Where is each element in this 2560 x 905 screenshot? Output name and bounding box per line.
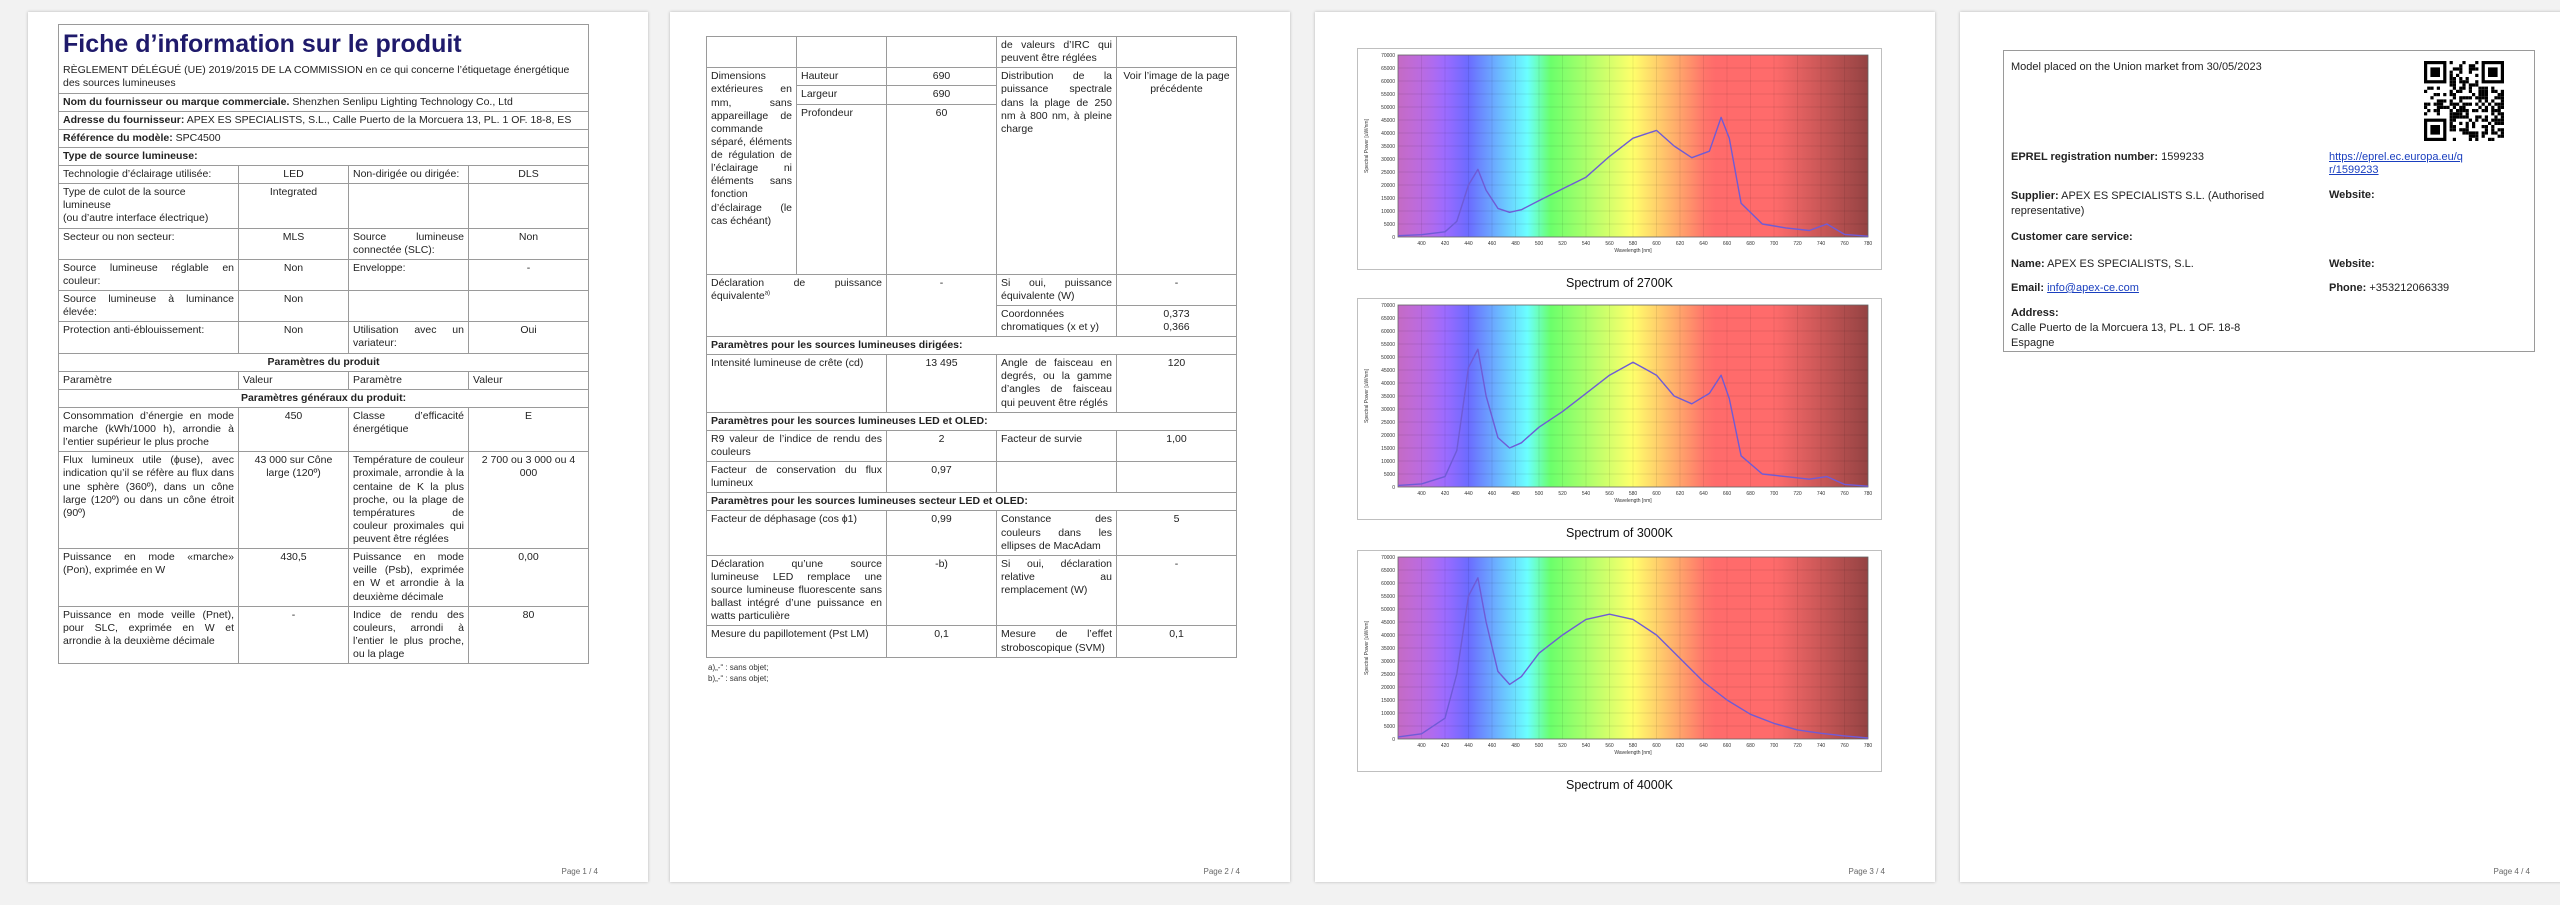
regulation-text: RÈGLEMENT DÉLÉGUÉ (UE) 2019/2015 DE LA COMMISSION en ce qui concerne l’étiquetage énergétique des sources lumineuses xyxy=(63,64,570,90)
eprel-number: 1599233 xyxy=(2161,151,2204,163)
cell-label: Utilisation avec un variateur: xyxy=(349,322,469,353)
table-row xyxy=(59,407,589,451)
y-tick-label: 45000 xyxy=(1381,620,1395,626)
x-tick-label: 580 xyxy=(1628,491,1638,497)
column-header: Paramètre xyxy=(349,371,469,389)
x-tick-label: 620 xyxy=(1675,491,1685,497)
cell-value: Non xyxy=(239,322,349,353)
cell-label: Flux lumineux utile (ϕuse), avec indication qu’il se réfère au flux dans une sphère (360º), dans un cône large (120º) ou dans un cône étroit (90º) xyxy=(59,452,239,549)
x-tick-label: 720 xyxy=(1793,743,1802,749)
cell-value xyxy=(469,291,589,322)
cell-label: R9 valeur de l’indice de rendu des couleurs xyxy=(707,430,887,461)
dim-value: 690 xyxy=(887,68,997,86)
model-value: SPC4500 xyxy=(175,131,221,144)
cell-label: Température de couleur proximale, arrondie à la centaine de K la plus proche, ou la plage de températures de couleur proximales qui peuvent être réglées xyxy=(349,452,469,549)
email-link[interactable]: info@apex-ce.com xyxy=(2047,282,2139,294)
website-label: Website: xyxy=(2329,189,2375,201)
cell-value: 0,00 xyxy=(469,549,589,607)
dimensions-label: Dimensions extérieures en mm, sans appareillage de commande séparé, éléments de régulation de l’éclairage ni éléments sans fonction d’éclairage (le cas échéant) xyxy=(707,68,797,274)
chromaticity-label: Coordonnées chromatiques (x et y) xyxy=(997,305,1117,336)
eprel-label: EPREL registration number: xyxy=(2011,151,2159,163)
x-tick-label: 680 xyxy=(1746,743,1755,749)
y-axis-label: Spectral Power [uW/nm] xyxy=(1364,369,1370,423)
cell-value: - xyxy=(239,606,349,664)
y-tick-label: 20000 xyxy=(1381,433,1395,439)
cell-value: DLS xyxy=(469,166,589,184)
cell-label: Consommation d’énergie en mode marche (kWh/1000 h), arrondie à l’entier supérieur le plus proche xyxy=(59,407,239,451)
cell-label: Facteur de conservation du flux lumineux xyxy=(707,462,887,493)
cell-value: Oui xyxy=(469,322,589,353)
cell-value: 450 xyxy=(239,407,349,451)
x-axis-label: Wavelength [nm] xyxy=(1614,750,1652,756)
cell-label: Type de culot de la source lumineuse (ou d’autre interface électrique) xyxy=(59,184,239,228)
spectrum-chart-block xyxy=(1357,48,1882,290)
x-tick-label: 500 xyxy=(1534,491,1544,497)
x-tick-label: 400 xyxy=(1417,241,1426,247)
y-tick-label: 15000 xyxy=(1381,446,1395,452)
table-row xyxy=(59,166,589,184)
x-tick-label: 680 xyxy=(1746,491,1755,497)
cell-label: Source lumineuse réglable en couleur: xyxy=(59,259,239,290)
y-tick-label: 5000 xyxy=(1383,472,1395,478)
x-tick-label: 760 xyxy=(1840,241,1849,247)
x-tick-label: 520 xyxy=(1558,491,1567,497)
x-tick-label: 440 xyxy=(1464,743,1473,749)
x-tick-label: 620 xyxy=(1675,743,1685,749)
supplier-value: APEX ES SPECIALISTS S.L. (Authorised representative) xyxy=(2011,190,2265,217)
page-number: Page 3 / 4 xyxy=(1848,867,1885,876)
x-tick-label: 700 xyxy=(1769,241,1779,247)
cell-label: Mesure du papillotement (Pst LM) xyxy=(707,626,887,657)
table-row xyxy=(59,549,589,607)
y-tick-label: 25000 xyxy=(1381,420,1395,426)
model-label: Référence du modèle: xyxy=(63,131,173,144)
cell-label: Classe d’efficacité énergétique xyxy=(349,407,469,451)
cell-label: Technologie d’éclairage utilisée: xyxy=(59,166,239,184)
cell-label: Non-dirigée ou dirigée: xyxy=(349,166,469,184)
supplier-label: Supplier: xyxy=(2011,190,2059,202)
spectrum-chart xyxy=(1358,299,1881,514)
phone-value: +353212066339 xyxy=(2369,282,2450,294)
y-tick-label: 70000 xyxy=(1381,303,1395,309)
x-tick-label: 680 xyxy=(1746,241,1755,247)
column-header: Valeur xyxy=(469,371,589,389)
cell-label xyxy=(349,291,469,322)
y-tick-label: 55000 xyxy=(1381,594,1395,600)
cell-value: 43 000 sur Cône large (120º) xyxy=(239,452,349,549)
cell-value: 80 xyxy=(469,606,589,664)
y-tick-label: 30000 xyxy=(1381,407,1395,413)
chart-caption: Spectrum of 4000K xyxy=(1565,778,1673,792)
cell-label: Protection anti-éblouissement: xyxy=(59,322,239,353)
source-type-heading: Type de source lumineuse: xyxy=(59,147,589,165)
page-number: Page 2 / 4 xyxy=(1203,867,1240,876)
x-tick-label: 520 xyxy=(1558,743,1567,749)
table-row xyxy=(707,626,1237,657)
x-tick-label: 580 xyxy=(1628,241,1638,247)
customer-care-label: Customer care service: xyxy=(2011,231,2133,243)
cell-value: 0,1 xyxy=(1117,626,1237,657)
chart-caption: Spectrum of 3000K xyxy=(1565,526,1673,540)
y-tick-label: 10000 xyxy=(1381,209,1395,215)
cell-value xyxy=(1117,462,1237,493)
cell-value: 5 xyxy=(1117,511,1237,555)
cell-value: -b) xyxy=(887,555,997,626)
cell-label xyxy=(997,462,1117,493)
x-tick-label: 540 xyxy=(1581,743,1591,749)
x-tick-label: 560 xyxy=(1605,743,1614,749)
x-tick-label: 700 xyxy=(1769,743,1779,749)
placed-on-market: Model placed on the Union market from 30/05/2023 xyxy=(2011,61,2262,73)
spectrum-chart xyxy=(1358,551,1881,766)
y-tick-label: 60000 xyxy=(1381,79,1395,85)
x-tick-label: 480 xyxy=(1511,743,1520,749)
cell-value: 2 xyxy=(887,430,997,461)
equiv-label: Déclaration de puissance équivalente xyxy=(711,276,882,302)
y-tick-label: 70000 xyxy=(1381,555,1395,561)
product-info-table xyxy=(58,24,589,664)
y-tick-label: 45000 xyxy=(1381,368,1395,374)
y-tick-label: 65000 xyxy=(1381,568,1395,574)
cell-label: Déclaration qu’une source lumineuse LED remplace une source lumineuse fluorescente sans ballast intégré d’une puissance en watts particulière xyxy=(707,555,887,626)
x-tick-label: 740 xyxy=(1816,743,1826,749)
x-tick-label: 440 xyxy=(1464,491,1473,497)
footnotes xyxy=(708,662,1236,684)
y-tick-label: 65000 xyxy=(1381,316,1395,322)
y-tick-label: 35000 xyxy=(1381,646,1395,652)
x-tick-label: 440 xyxy=(1464,241,1473,247)
cell-value: Integrated xyxy=(239,184,349,228)
y-tick-label: 35000 xyxy=(1381,394,1395,400)
column-header: Paramètre xyxy=(59,371,239,389)
cell-value: 0,97 xyxy=(887,462,997,493)
x-tick-label: 400 xyxy=(1417,743,1426,749)
x-tick-label: 460 xyxy=(1487,491,1497,497)
page-title: Fiche d’information sur le produit xyxy=(63,30,462,58)
page-3 xyxy=(1315,12,1935,882)
x-tick-label: 660 xyxy=(1722,241,1732,247)
x-tick-label: 720 xyxy=(1793,491,1802,497)
x-tick-label: 600 xyxy=(1652,241,1661,247)
email-label: Email: xyxy=(2011,282,2045,294)
dim-name: Hauteur xyxy=(797,68,887,86)
x-tick-label: 700 xyxy=(1769,491,1779,497)
website-label-2: Website: xyxy=(2329,258,2375,270)
table-row xyxy=(59,452,589,549)
y-tick-label: 60000 xyxy=(1381,329,1395,335)
eprel-info-box xyxy=(2003,50,2535,352)
table-row xyxy=(707,462,1237,493)
x-tick-label: 420 xyxy=(1440,241,1450,247)
y-tick-label: 20000 xyxy=(1381,685,1395,691)
address-line-1: Calle Puerto de la Morcuera 13, PL. 1 OF. 18-8 xyxy=(2011,321,2241,334)
x-tick-label: 600 xyxy=(1652,743,1661,749)
name-value: APEX ES SPECIALISTS, S.L. xyxy=(2047,258,2194,270)
x-tick-label: 400 xyxy=(1417,491,1426,497)
x-tick-label: 740 xyxy=(1816,491,1826,497)
page-1 xyxy=(28,12,648,882)
dim-name: Largeur xyxy=(797,86,887,104)
cell-value: - xyxy=(1117,555,1237,626)
equiv-value: - xyxy=(887,274,997,337)
y-axis-label: Spectral Power [uW/nm] xyxy=(1364,119,1370,173)
x-tick-label: 480 xyxy=(1511,241,1520,247)
x-tick-label: 640 xyxy=(1699,491,1708,497)
x-tick-label: 500 xyxy=(1534,241,1544,247)
x-tick-label: 540 xyxy=(1581,241,1591,247)
x-tick-label: 580 xyxy=(1628,743,1638,749)
y-tick-label: 45000 xyxy=(1381,118,1395,124)
cell-value: 430,5 xyxy=(239,549,349,607)
cell-value: MLS xyxy=(239,228,349,259)
x-tick-label: 640 xyxy=(1699,241,1708,247)
page-number: Page 4 / 4 xyxy=(2493,867,2530,876)
cell-label xyxy=(349,184,469,228)
y-tick-label: 40000 xyxy=(1381,131,1395,137)
parameters-table xyxy=(706,36,1237,658)
cell-label: Angle de faisceau en degrés, ou la gamme d’angles de faisceau qui peuvent être réglés xyxy=(997,355,1117,413)
general-params-heading: Paramètres généraux du produit: xyxy=(59,389,589,407)
cell-label: Facteur de survie xyxy=(997,430,1117,461)
x-tick-label: 780 xyxy=(1863,241,1873,247)
spectrum-chart-block xyxy=(1357,550,1882,792)
cell-label: Intensité lumineuse de crête (cd) xyxy=(707,355,887,413)
phone-label: Phone: xyxy=(2329,282,2367,294)
chromaticity-x: 0,373 xyxy=(1163,307,1190,320)
directed-heading: Paramètres pour les sources lumineuses dirigées: xyxy=(707,337,1237,355)
page-number: Page 1 / 4 xyxy=(561,867,598,876)
cell-value: 0,99 xyxy=(887,511,997,555)
y-tick-label: 0 xyxy=(1392,485,1395,491)
x-tick-label: 620 xyxy=(1675,241,1685,247)
y-tick-label: 0 xyxy=(1392,235,1395,241)
led-heading: Paramètres pour les sources lumineuses LED et OLED: xyxy=(707,412,1237,430)
y-tick-label: 55000 xyxy=(1381,342,1395,348)
supplier-value: Shenzhen Senlipu Lighting Technology Co., Ltd xyxy=(292,95,513,108)
x-tick-label: 780 xyxy=(1863,491,1873,497)
x-tick-label: 420 xyxy=(1440,743,1450,749)
x-tick-label: 600 xyxy=(1652,491,1661,497)
y-tick-label: 0 xyxy=(1392,737,1395,743)
x-tick-label: 480 xyxy=(1511,491,1520,497)
cell-value: Non xyxy=(469,228,589,259)
x-tick-label: 720 xyxy=(1793,241,1802,247)
x-tick-label: 460 xyxy=(1487,241,1497,247)
cell-value: 120 xyxy=(1117,355,1237,413)
continued-text: de valeurs d’IRC qui peuvent être réglées xyxy=(997,37,1117,68)
cell-value: LED xyxy=(239,166,349,184)
cell-value: Non xyxy=(239,259,349,290)
x-tick-label: 460 xyxy=(1487,743,1497,749)
equiv-if-label: Si oui, puissance équivalente (W) xyxy=(997,274,1117,305)
cell-label: Si oui, déclaration relative au remplacement (W) xyxy=(997,555,1117,626)
y-tick-label: 70000 xyxy=(1381,53,1395,59)
x-tick-label: 660 xyxy=(1722,743,1732,749)
x-tick-label: 560 xyxy=(1605,491,1614,497)
cell-label: Puissance en mode veille (Pnet), pour SLC, exprimée en W et arrondie à la deuxième décimale xyxy=(59,606,239,664)
y-tick-label: 55000 xyxy=(1381,92,1395,98)
chromaticity-y: 0,366 xyxy=(1163,320,1190,333)
x-tick-label: 660 xyxy=(1722,491,1732,497)
cell-label: Secteur ou non secteur: xyxy=(59,228,239,259)
table-row xyxy=(59,291,589,322)
dim-value: 690 xyxy=(887,86,997,104)
cell-label: Source lumineuse connectée (SLC): xyxy=(349,228,469,259)
cell-value xyxy=(469,184,589,228)
spectral-value: Voir l’image de la page précédente xyxy=(1117,68,1237,274)
address-line-2: Espagne xyxy=(2011,336,2055,349)
y-tick-label: 25000 xyxy=(1381,672,1395,678)
cell-label: Constance des couleurs dans les ellipses de MacAdam xyxy=(997,511,1117,555)
cell-label: Enveloppe: xyxy=(349,259,469,290)
cell-value: 1,00 xyxy=(1117,430,1237,461)
y-tick-label: 10000 xyxy=(1381,459,1395,465)
y-tick-label: 50000 xyxy=(1381,607,1395,613)
y-tick-label: 65000 xyxy=(1381,66,1395,72)
dim-value: 60 xyxy=(887,104,997,274)
x-tick-label: 500 xyxy=(1534,743,1544,749)
cell-label: Mesure de l’effet stroboscopique (SVM) xyxy=(997,626,1117,657)
y-tick-label: 15000 xyxy=(1381,698,1395,704)
y-tick-label: 50000 xyxy=(1381,355,1395,361)
qr-code-icon[interactable] xyxy=(2424,61,2504,141)
cell-value: 13 495 xyxy=(887,355,997,413)
address-value: APEX ES SPECIALISTS, S.L., Calle Puerto de la Morcuera 13, PL. 1 OF. 18-8, ES xyxy=(186,113,572,126)
y-tick-label: 25000 xyxy=(1381,170,1395,176)
x-tick-label: 740 xyxy=(1816,241,1826,247)
page-4 xyxy=(1960,12,2560,882)
y-tick-label: 40000 xyxy=(1381,381,1395,387)
y-tick-label: 20000 xyxy=(1381,183,1395,189)
x-tick-label: 420 xyxy=(1440,491,1450,497)
x-tick-label: 540 xyxy=(1581,491,1591,497)
address-label: Adresse du fournisseur: xyxy=(63,113,185,126)
y-tick-label: 15000 xyxy=(1381,196,1395,202)
x-tick-label: 640 xyxy=(1699,743,1708,749)
cell-label: Facteur de déphasage (cos ϕ1) xyxy=(707,511,887,555)
spectrum-chart xyxy=(1358,49,1881,264)
page-2 xyxy=(670,12,1290,882)
x-tick-label: 760 xyxy=(1840,491,1849,497)
y-tick-label: 30000 xyxy=(1381,659,1395,665)
y-tick-label: 30000 xyxy=(1381,157,1395,163)
cell-label: Puissance en mode «marche» (Pon), exprimée en W xyxy=(59,549,239,607)
y-tick-label: 35000 xyxy=(1381,144,1395,150)
y-tick-label: 60000 xyxy=(1381,581,1395,587)
x-axis-label: Wavelength [nm] xyxy=(1614,498,1652,504)
y-tick-label: 5000 xyxy=(1383,724,1395,730)
y-tick-label: 50000 xyxy=(1381,105,1395,111)
eprel-link[interactable]: https://eprel.ec.europa.eu/qr/1599233 xyxy=(2329,151,2463,177)
column-headers xyxy=(59,371,589,389)
x-tick-label: 780 xyxy=(1863,743,1873,749)
params-heading: Paramètres du produit xyxy=(59,353,589,371)
supplier-label: Nom du fournisseur ou marque commerciale. xyxy=(63,95,290,108)
column-header: Valeur xyxy=(239,371,349,389)
name-label: Name: xyxy=(2011,258,2045,270)
spectrum-chart-block xyxy=(1357,298,1882,540)
y-tick-label: 10000 xyxy=(1381,711,1395,717)
table-row xyxy=(707,355,1237,413)
table-row xyxy=(707,511,1237,555)
cell-label: Puissance en mode veille (Psb), exprimée en W et arrondie à la deuxième décimale xyxy=(349,549,469,607)
cell-value: 0,1 xyxy=(887,626,997,657)
table-row xyxy=(59,322,589,353)
x-tick-label: 760 xyxy=(1840,743,1849,749)
table-row xyxy=(59,259,589,290)
equiv-if-value: - xyxy=(1117,274,1237,305)
cell-value: E xyxy=(469,407,589,451)
cell-value: - xyxy=(469,259,589,290)
chart-caption: Spectrum of 2700K xyxy=(1565,276,1673,290)
footnote-marker: a) xyxy=(764,290,771,297)
table-row xyxy=(59,606,589,664)
cell-value: 2 700 ou 3 000 ou 4 000 xyxy=(469,452,589,549)
spectral-label: Distribution de la puissance spectrale dans la plage de 250 nm à 800 nm, à pleine charge xyxy=(997,68,1117,274)
cell-value: Non xyxy=(239,291,349,322)
table-row xyxy=(59,184,589,228)
x-tick-label: 560 xyxy=(1605,241,1614,247)
footnote-b: b)„-“ : sans objet; xyxy=(708,673,769,683)
y-tick-label: 5000 xyxy=(1383,222,1395,228)
table-row xyxy=(707,430,1237,461)
y-axis-label: Spectral Power [uW/nm] xyxy=(1364,621,1370,675)
address-label: Address: xyxy=(2011,307,2059,319)
x-tick-label: 520 xyxy=(1558,241,1567,247)
cell-label: Indice de rendu des couleurs, arrondi à l’entier le plus proche, ou la plage xyxy=(349,606,469,664)
footnote-a: a)„-“ : sans objet; xyxy=(708,662,769,672)
table-row xyxy=(707,555,1237,626)
x-axis-label: Wavelength [nm] xyxy=(1614,248,1652,254)
dim-name: Profondeur xyxy=(797,104,887,274)
y-tick-label: 40000 xyxy=(1381,633,1395,639)
cell-label: Source lumineuse à luminance élevée: xyxy=(59,291,239,322)
mains-heading: Paramètres pour les sources lumineuses secteur LED et OLED: xyxy=(707,493,1237,511)
table-row xyxy=(59,228,589,259)
